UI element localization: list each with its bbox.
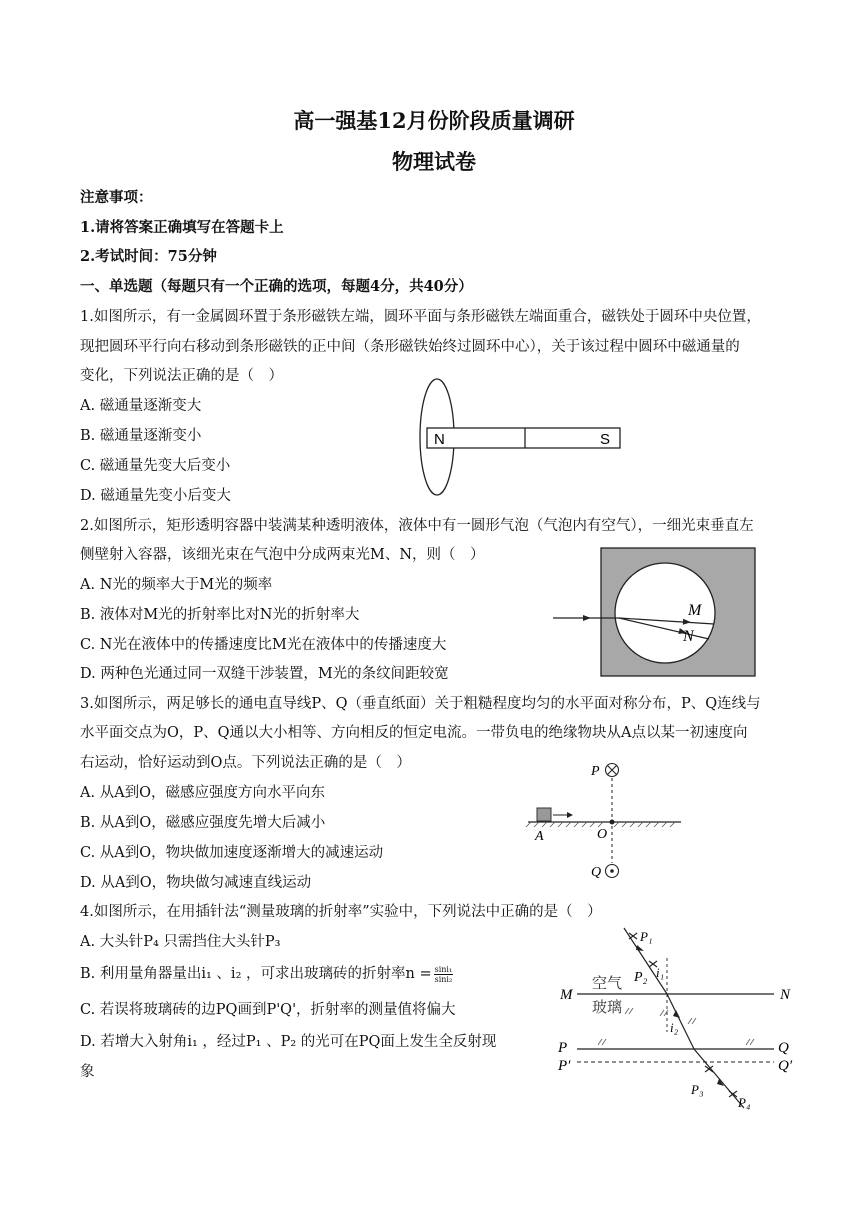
- magnet-s-label: S: [600, 431, 611, 448]
- wire-q-label: Q: [591, 865, 602, 880]
- q3-option-d: D. 从A到O，物块做匀减速直线运动: [80, 875, 312, 891]
- section-heading: 一、单选题（每题只有一个正确的选项，每题4分，共40分）: [80, 278, 473, 295]
- pin-p4-label: P₄: [738, 1095, 751, 1110]
- q4-option-d-line1: D. 若增大入射角i₁ ，经过P₁ 、P₂ 的光可在PQ面上发生全反射现: [80, 1034, 497, 1050]
- q4-option-a: A. 大头针P₄ 只需挡住大头针P₃: [80, 934, 281, 950]
- point-a-label: A: [535, 829, 544, 844]
- q2-stem-line1: 2.如图所示，矩形透明容器中装满某种透明液体，液体中有一圆形气泡（气泡内有空气），一细光束垂直左: [80, 518, 754, 534]
- q1-stem-line2: 现把圆环平行向右移动到条形磁铁的正中间（条形磁铁始终过圆环中心），关于该过程中圆环中磁通量的: [80, 339, 740, 355]
- point-q-prime-label: Q′: [778, 1058, 793, 1074]
- q4-option-b-text: B. 利用量角器量出i₁ 、i₂ ，可求出玻璃砖的折射率n =: [80, 966, 432, 982]
- q4-option-d-line2: 象: [80, 1064, 95, 1080]
- wire-p-label: P: [591, 764, 600, 779]
- angle-i2-label: i₂: [670, 1020, 679, 1035]
- charged-block: [537, 808, 551, 821]
- q1-magnet-figure: [415, 375, 630, 500]
- magnet-n-label: N: [434, 431, 445, 448]
- q3-option-a: A. 从A到O，磁感应强度方向水平向东: [80, 785, 326, 801]
- angle-i1-label: i₁: [656, 965, 665, 980]
- pin-p3-label: P₃: [691, 1082, 704, 1097]
- beam-n-label: N: [683, 628, 694, 645]
- pin-p1-label: P₁: [640, 929, 653, 944]
- q1-stem-line3: 变化，下列说法正确的是（ ）: [80, 368, 283, 384]
- q2-option-a: A. N光的频率大于M光的频率: [80, 577, 273, 593]
- q2-bubble-figure: [553, 545, 758, 680]
- point-m-label: M: [560, 987, 573, 1003]
- notes-heading: 注意事项：: [80, 189, 153, 206]
- refraction-formula: $\frac{\text{sini₁}}{\text{sini₂}}$: [434, 964, 453, 984]
- air-label: 空气: [592, 974, 623, 992]
- q1-stem-line1: 1.如图所示，有一金属圆环置于条形磁铁左端，圆环平面与条形磁铁左端面重合，磁铁处于圆环中央位置，: [80, 309, 761, 325]
- beam-m-label: M: [688, 602, 702, 619]
- q3-stem-line2: 水平面交点为O，P、Q通以大小相等、方向相反的恒定电流。一带负电的绝缘物块从A点以某一初速度向: [80, 725, 748, 741]
- note-1: 1.请将答案正确填写在答题卡上: [80, 219, 284, 236]
- q1-option-b: B. 磁通量逐渐变小: [80, 428, 202, 444]
- q4-stem: 4.如图所示，在用插针法“测量玻璃的折射率”实验中，下列说法中正确的是（ ）: [80, 904, 602, 920]
- q4-option-c: C. 若误将玻璃砖的边PQ画到P'Q'，折射率的测量值将偏大: [80, 1002, 456, 1018]
- q3-option-c: C. 从A到O，物块做加速度逐渐增大的减速运动: [80, 845, 384, 861]
- q3-wire-figure: [523, 758, 688, 886]
- q2-option-d: D. 两种色光通过同一双缝干涉装置，M光的条纹间距较宽: [80, 666, 449, 682]
- bar-magnet: [427, 428, 620, 448]
- q1-option-a: A. 磁通量逐渐变大: [80, 398, 202, 414]
- point-n-label: N: [780, 987, 791, 1003]
- q3-stem-line3: 右运动，恰好运动到O点。下列说法正确的是（ ）: [80, 755, 411, 771]
- q3-stem-line1: 3.如图所示，两足够长的通电直导线P、Q（垂直纸面）关于粗糙程度均匀的水平面对称分布，P、Q连线与: [80, 696, 761, 712]
- q3-option-b: B. 从A到O，磁感应强度先增大后减小: [80, 815, 326, 831]
- q1-option-d: D. 磁通量先变小后变大: [80, 488, 231, 504]
- q2-option-b: B. 液体对M光的折射率比对N光的折射率大: [80, 607, 360, 623]
- q1-option-c: C. 磁通量先变大后变小: [80, 458, 231, 474]
- page-subtitle: 物理试卷: [392, 149, 476, 174]
- emergent-ray: [694, 1049, 744, 1108]
- note-2: 2.考试时间：75分钟: [80, 248, 217, 265]
- point-p-label: P: [558, 1040, 568, 1056]
- page-title: 高一强基12月份阶段质量调研: [293, 108, 575, 133]
- point-o-label: O: [597, 827, 608, 842]
- pin-p2-label: P₂: [634, 970, 648, 985]
- point-p-prime-label: P′: [558, 1058, 571, 1074]
- glass-label: 玻璃: [592, 998, 623, 1016]
- q2-option-c: C. N光在液体中的传播速度比M光在液体中的传播速度大: [80, 637, 447, 653]
- q4-glass-figure: [552, 922, 802, 1120]
- point-q-label: Q: [778, 1040, 789, 1056]
- q2-stem-line2: 侧壁射入容器，该细光束在气泡中分成两束光M、N，则（ ）: [80, 547, 485, 563]
- q4-option-b: [80, 962, 453, 984]
